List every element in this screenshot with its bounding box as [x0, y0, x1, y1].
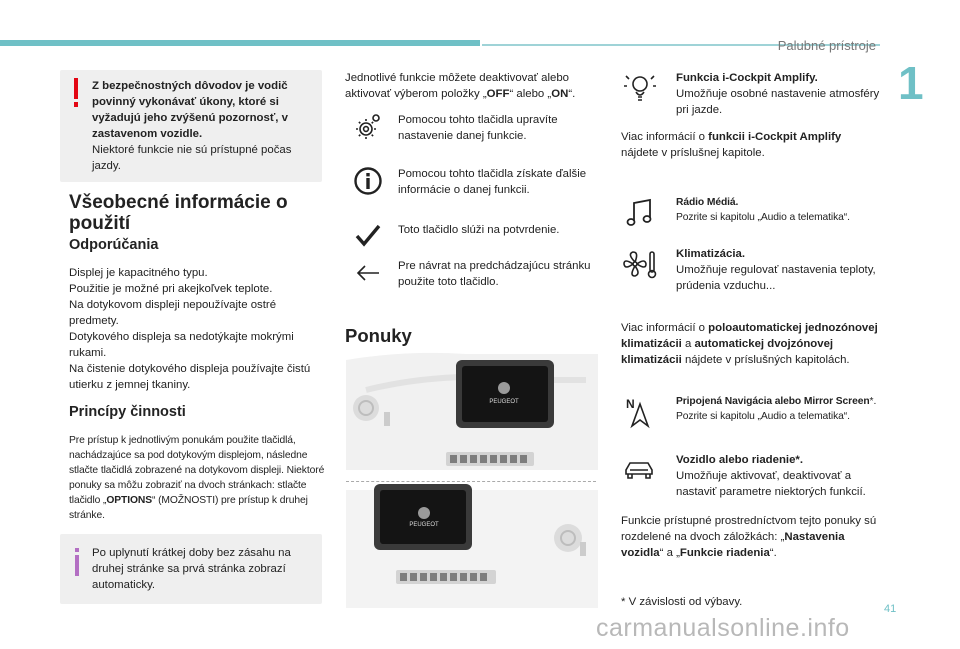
menu-climate	[622, 246, 882, 296]
icockpit-amplify-icon	[622, 70, 658, 106]
text-part: Funkcie prístupné prostredníctvom tejto ponuky sú rozdelené na dvoch záložkách: „	[621, 515, 877, 543]
settings-gear-icon	[353, 112, 383, 142]
options-word: OPTIONS	[106, 495, 152, 506]
radio-text	[676, 195, 882, 225]
confirm-description: Toto tlačidlo slúži na potvrdenie.	[398, 224, 560, 236]
menu-navigation	[622, 394, 882, 444]
text-part: “.	[769, 547, 777, 559]
navigation-title: Pripojená Navigácia alebo Mirror Screen	[676, 396, 870, 407]
navigation-text	[676, 394, 882, 424]
radio-title: Rádio Médiá.	[676, 197, 739, 208]
text-bold-part: Nastavenia vozidla	[621, 531, 845, 559]
icockpit-more-info	[621, 129, 881, 161]
icon-row-back	[345, 258, 600, 302]
principles-text-3: “ (MOŽNOSTI) pre prístup k druhej stránke.	[69, 495, 308, 521]
page-number: 41	[884, 603, 897, 615]
climate-fan-icon	[622, 246, 658, 282]
heading-recommendations: Odporúčania	[69, 237, 159, 253]
vehicle-description: Umožňuje aktivovať, deaktivovať a nastaviť parametre niektorých funkcií.	[676, 470, 866, 498]
menu-icockpit	[622, 70, 882, 118]
menu-radio-media	[622, 195, 882, 235]
climate-more-info	[621, 320, 881, 368]
icon-row-settings	[345, 112, 600, 156]
warning-normal-text: Niektoré funkcie nie sú prístupné počas jazdy.	[92, 144, 292, 172]
recommendation-line: Použitie je možné pri akejkoľvek teplote.	[69, 283, 273, 295]
principles-text	[69, 433, 327, 523]
watermark: carmanualsonline.info	[596, 614, 850, 642]
info-description: Pomocou tohto tlačidla získate ďalšie informácie o danej funkcii.	[398, 168, 587, 196]
intro-part: “ alebo „	[509, 88, 552, 100]
climate-description: Umožňuje regulovať nastavenia teploty, prúdenia vzduchu...	[676, 264, 876, 292]
tabs-info	[621, 513, 881, 561]
illustration-divider	[346, 481, 596, 482]
warning-text	[92, 78, 314, 174]
principles-text-1: Pre prístup k jednotlivým ponukám použite tlačidlá, nachádzajúce sa pod dotykovým displejom, následne stlačte tlačidlá zobrazené na dotykovom displeji.	[69, 435, 308, 476]
warning-bold-text: Z bezpečnostných dôvodov je vodič povinný vykonávať úkony, ktoré si vyžadujú jeho zvýšenú pozornosť, v zastavenom vozidle.	[92, 80, 288, 140]
icon-row-info	[345, 166, 600, 210]
text-bold-part: funkcii i-Cockpit Amplify	[708, 131, 842, 143]
recommendation-line: Dotykového displeja sa nedotýkajte mokrými rukami.	[69, 331, 294, 359]
icockpit-title: Funkcia i-Cockpit Amplify.	[676, 72, 818, 84]
text-part: Viac informácií o	[621, 322, 709, 334]
nav-icon-letter: N	[626, 397, 635, 411]
text-bold-part: Funkcie riadenia	[679, 547, 770, 559]
navigation-compass-icon	[622, 394, 658, 430]
navigation-description: Pozrite si kapitolu „Audio a telematika“.	[676, 411, 850, 422]
car-icon	[622, 452, 658, 488]
on-word: ON	[551, 88, 569, 100]
off-word: OFF	[486, 88, 510, 100]
back-arrow-icon	[353, 258, 383, 288]
menu-vehicle	[622, 452, 882, 502]
climate-title: Klimatizácia.	[676, 248, 746, 260]
header-accent-bar	[0, 40, 480, 46]
icockpit-text	[676, 70, 882, 118]
main-title: Všeobecné informácie o použití	[69, 192, 288, 234]
exclamation-icon	[72, 78, 80, 108]
checkmark-icon	[353, 222, 383, 252]
screen-logo-top: PEUGEOT	[489, 399, 519, 405]
navigation-star: *.	[869, 396, 877, 407]
climate-text	[676, 246, 882, 294]
vehicle-title: Vozidlo alebo riadenie*.	[676, 454, 804, 466]
intro-part: Jednotlivé funkcie môžete deaktivovať alebo aktivovať výberom položky „	[345, 72, 569, 100]
dashboard-illustration	[346, 350, 598, 610]
text-part: nájdete v príslušných kapitolách.	[681, 354, 850, 366]
heading-menus: Ponuky	[345, 325, 412, 346]
icockpit-description: Umožňuje osobné nastavenie atmosféry pri jazde.	[676, 88, 880, 116]
text-bold-part: automatickej dvojzónovej klimatizácii	[621, 338, 834, 366]
principles-text-2: Niektoré ponuky sa môžu zobraziť na dvoch stránkach: stlačte tlačidlo „	[69, 465, 325, 506]
screen-logo-bottom: PEUGEOT	[409, 522, 439, 528]
intro-part: “.	[568, 88, 576, 100]
text-part: nájdete v príslušnej kapitole.	[621, 147, 765, 159]
radio-description: Pozrite si kapitolu „Audio a telematika“.	[676, 212, 850, 223]
info-note-text: Po uplynutí krátkej doby bez zásahu na druhej stránke sa prvá stránka zobrazí automaticky.	[92, 547, 291, 591]
heading-principles: Princípy činnosti	[69, 404, 186, 420]
vehicle-text	[676, 452, 882, 500]
info-circle-icon	[353, 166, 383, 196]
text-part: “ a „	[659, 547, 680, 559]
back-description: Pre návrat na predchádzajúcu stránku použite toto tlačidlo.	[398, 260, 591, 288]
recommendation-line: Na dotykovom displeji nepoužívajte ostré predmety.	[69, 299, 277, 327]
info-i-icon	[74, 548, 80, 576]
chapter-number: 1	[898, 57, 924, 109]
middle-intro	[345, 70, 600, 102]
text-part: a	[681, 338, 695, 350]
text-part: Viac informácií o	[621, 131, 709, 143]
recommendation-line: Na čistenie dotykového displeja používajte čistú utierku z jemnej tkaniny.	[69, 363, 311, 391]
recommendation-line: Displej je kapacitného typu.	[69, 267, 208, 279]
recommendations-text	[69, 265, 324, 393]
music-note-icon	[622, 195, 658, 231]
section-title: Palubné prístroje	[777, 38, 876, 53]
settings-description: Pomocou tohto tlačidla upravíte nastavenie danej funkcie.	[398, 114, 558, 142]
text-bold-part: poloautomatickej jednozónovej klimatizácii	[621, 322, 878, 350]
footnote: * V závislosti od výbavy.	[621, 596, 743, 608]
